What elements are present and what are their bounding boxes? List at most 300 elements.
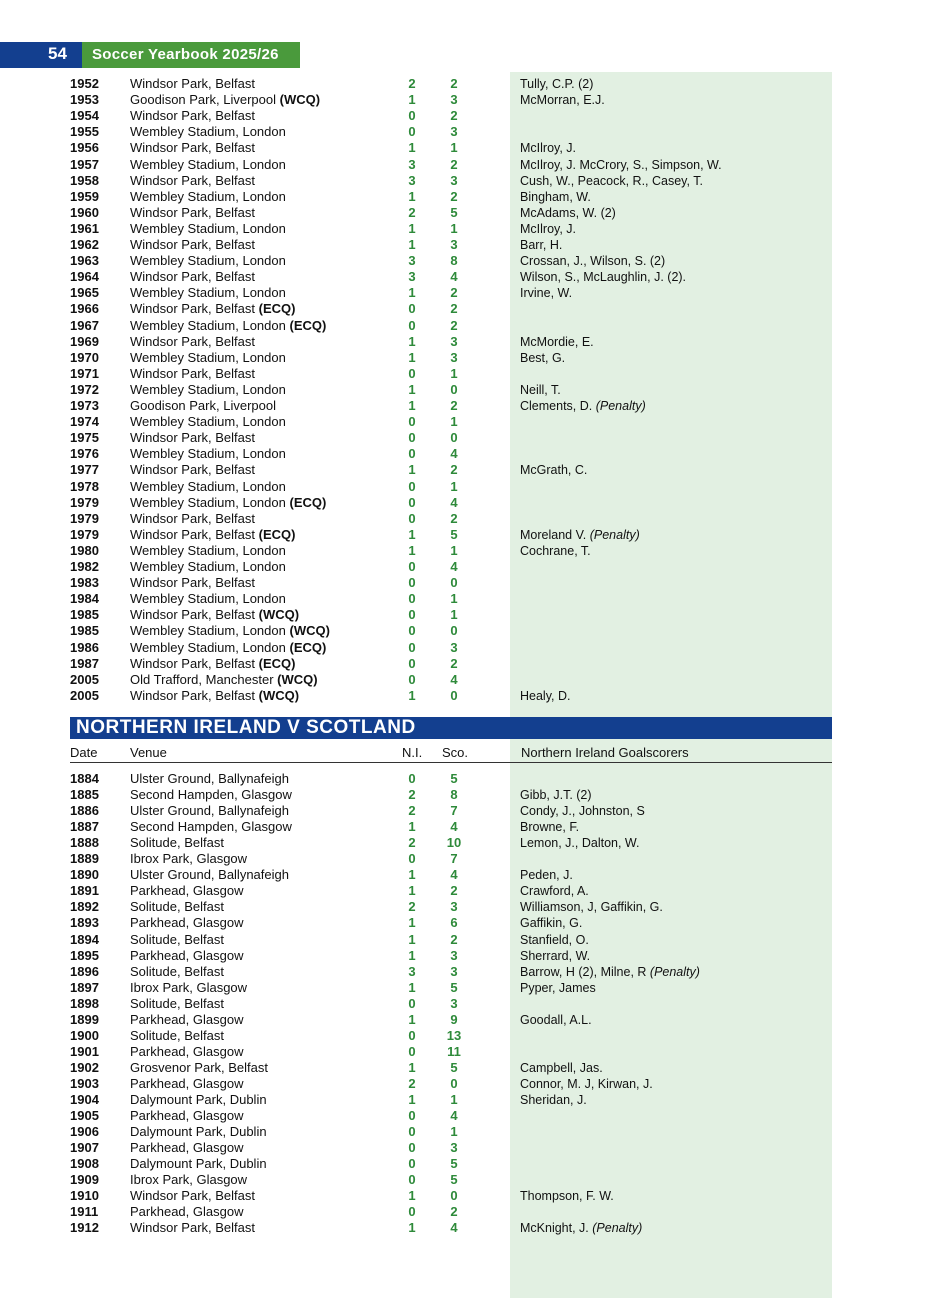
match-year: 1979 <box>70 494 99 510</box>
ni-score: 1 <box>408 285 416 301</box>
ni-score: 1 <box>408 819 416 835</box>
venue-name: Wembley Stadium, London <box>130 317 286 333</box>
ni-score: 1 <box>408 1092 416 1107</box>
goalscorers <box>520 915 582 931</box>
scorer-names: Bingham, W. <box>520 189 591 204</box>
scorer-names: Neill, T. <box>520 382 561 397</box>
result-row <box>0 382 933 398</box>
match-year: 1974 <box>70 414 99 430</box>
ni-score: 1 <box>408 979 416 995</box>
match-year: 1963 <box>70 253 99 269</box>
venue-name: Goodison Park, Liverpool <box>130 92 276 108</box>
column-header-venue: Venue <box>130 745 167 760</box>
scorer-names: Stanfield, O. <box>520 932 589 947</box>
ni-score: 0 <box>408 559 416 574</box>
venue-name: Windsor Park, Belfast <box>130 204 255 220</box>
ni-score: 0 <box>408 639 416 655</box>
ni-score: 3 <box>408 172 416 188</box>
goalscorers <box>520 189 591 205</box>
scorer-names: Tully, C.P. (2) <box>520 77 594 91</box>
result-row <box>0 851 933 867</box>
goalscorers <box>520 382 561 398</box>
ni-score: 0 <box>408 671 416 687</box>
ni-score: 1 <box>408 398 416 413</box>
penalty-note: (Penalty) <box>592 1221 643 1236</box>
opponent-score: 8 <box>450 253 458 269</box>
goalscorers <box>520 899 663 915</box>
venue-name: Parkhead, Glasgow <box>130 915 244 931</box>
match-year: 1962 <box>70 237 99 252</box>
opponent-score: 4 <box>450 446 458 462</box>
ni-score: 1 <box>408 526 416 542</box>
match-venue <box>130 318 326 334</box>
venue-name: Windsor Park, Belfast <box>130 172 255 188</box>
match-venue <box>130 640 326 656</box>
ni-score: 1 <box>408 1188 416 1204</box>
match-venue <box>130 140 255 156</box>
match-venue <box>130 334 255 350</box>
result-row <box>0 964 933 980</box>
opponent-score: 1 <box>450 607 458 623</box>
result-row <box>0 1044 933 1060</box>
result-row <box>0 980 933 996</box>
venue-name: Wembley Stadium, London <box>130 446 286 462</box>
venue-name: Parkhead, Glasgow <box>130 1075 244 1091</box>
result-row <box>0 221 933 237</box>
scorer-names: Healy, D. <box>520 688 571 703</box>
match-year: 1888 <box>70 835 99 851</box>
venue-name: Windsor Park, Belfast <box>130 237 255 252</box>
venue-name: Windsor Park, Belfast <box>130 140 255 156</box>
match-year: 1955 <box>70 124 99 140</box>
ni-score: 0 <box>408 1043 416 1059</box>
venue-name: Ulster Ground, Ballynafeigh <box>130 803 289 819</box>
match-venue <box>130 479 286 495</box>
scorer-names: Wilson, S., McLaughlin, J. (2). <box>520 270 687 285</box>
opponent-score: 3 <box>450 1140 458 1156</box>
opponent-score: 5 <box>450 771 458 786</box>
ni-score: 2 <box>408 899 416 915</box>
match-year: 1901 <box>70 1043 99 1059</box>
opponent-score: 3 <box>450 995 458 1011</box>
ni-score: 1 <box>408 220 416 236</box>
match-venue <box>130 1108 243 1124</box>
venue-name: Windsor Park, Belfast <box>130 607 255 623</box>
result-row <box>0 173 933 189</box>
result-row <box>0 189 933 205</box>
opponent-score: 4 <box>450 819 458 835</box>
result-row <box>0 819 933 835</box>
column-header-ni: N.I. <box>402 745 423 760</box>
result-row <box>0 479 933 495</box>
scorer-names: Irvine, W. <box>520 286 573 301</box>
match-venue <box>130 803 289 819</box>
match-year: 1982 <box>70 559 99 574</box>
match-year: 1891 <box>70 883 99 899</box>
match-venue <box>130 92 320 108</box>
scorer-names: Browne, F. <box>520 820 580 835</box>
scorer-names: Williamson, J, Gaffikin, G. <box>520 900 663 915</box>
result-row <box>0 607 933 623</box>
venue-name: Solitude, Belfast <box>130 931 224 947</box>
match-venue <box>130 835 224 851</box>
match-year: 1907 <box>70 1140 99 1156</box>
ni-score: 1 <box>408 140 416 156</box>
result-row <box>0 1156 933 1172</box>
ni-score: 0 <box>408 1204 416 1220</box>
scorer-names: Thompson, F. W. <box>520 1189 614 1204</box>
result-row <box>0 414 933 430</box>
ni-score: 0 <box>408 478 416 494</box>
venue-name: Dalymount Park, Dublin <box>130 1092 267 1107</box>
match-venue <box>130 575 255 591</box>
opponent-score: 5 <box>450 204 458 220</box>
venue-name: Second Hampden, Glasgow <box>130 819 292 835</box>
match-year: 1910 <box>70 1188 99 1204</box>
goalscorers <box>520 350 565 366</box>
venue-name: Wembley Stadium, London <box>130 494 286 510</box>
opponent-score: 1 <box>450 414 458 430</box>
scorer-names: Lemon, J., Dalton, W. <box>520 836 640 851</box>
opponent-score: 13 <box>446 1027 462 1043</box>
ni-score: 3 <box>408 156 416 172</box>
scorer-names: McMordie, E. <box>520 334 594 349</box>
match-year: 1960 <box>70 204 99 220</box>
opponent-score: 1 <box>450 542 458 558</box>
result-row <box>0 318 933 334</box>
opponent-score: 0 <box>450 623 458 639</box>
scorer-names: McIlroy, J. <box>520 221 577 236</box>
result-row <box>0 495 933 511</box>
ni-score: 3 <box>408 269 416 285</box>
result-row <box>0 1076 933 1092</box>
match-year: 1985 <box>70 623 99 639</box>
match-year: 1983 <box>70 575 99 591</box>
ni-score: 2 <box>408 787 416 803</box>
goalscorers <box>520 883 589 899</box>
match-venue <box>130 851 247 867</box>
ni-score: 1 <box>408 687 416 703</box>
opponent-score: 3 <box>450 92 458 108</box>
scorer-names: McIlroy, J. McCrory, S., Simpson, W. <box>520 157 722 172</box>
opponent-score: 2 <box>450 188 458 204</box>
match-venue <box>130 124 286 140</box>
scorer-names: Goodall, A.L. <box>520 1012 592 1027</box>
column-header-date: Date <box>70 745 98 760</box>
goalscorers <box>520 1012 592 1028</box>
result-row <box>0 350 933 366</box>
opponent-score: 0 <box>450 381 458 397</box>
ni-score: 1 <box>408 1220 416 1236</box>
opponent-score: 5 <box>450 1156 458 1172</box>
result-row <box>0 1060 933 1076</box>
ni-score: 0 <box>408 771 416 786</box>
ni-score: 1 <box>408 1011 416 1027</box>
result-row <box>0 543 933 559</box>
scorer-names: Gaffikin, G. <box>520 916 583 931</box>
match-year: 1979 <box>70 526 99 542</box>
goalscorers <box>520 803 645 819</box>
venue-name: Solitude, Belfast <box>130 899 224 915</box>
venue-name: Wembley Stadium, London <box>130 220 286 236</box>
match-venue <box>130 382 286 398</box>
venue-name: Wembley Stadium, London <box>130 349 286 365</box>
goalscorers <box>520 173 703 189</box>
match-year: 1952 <box>70 76 99 91</box>
venue-name: Windsor Park, Belfast <box>130 1220 255 1236</box>
result-row <box>0 915 933 931</box>
match-venue <box>130 996 224 1012</box>
opponent-score: 1 <box>450 365 458 381</box>
venue-name: Windsor Park, Belfast <box>130 575 255 591</box>
match-year: 1977 <box>70 462 99 478</box>
goalscorers <box>520 237 562 253</box>
result-row <box>0 1108 933 1124</box>
match-venue <box>130 495 326 511</box>
goalscorers <box>520 253 665 269</box>
match-venue <box>130 301 295 317</box>
opponent-score: 9 <box>450 1011 458 1027</box>
opponent-score: 2 <box>450 301 458 317</box>
ni-score: 0 <box>408 414 416 430</box>
match-venue <box>130 1012 243 1028</box>
match-year: 1976 <box>70 446 99 462</box>
scorer-names: Cochrane, T. <box>520 543 591 558</box>
result-row <box>0 771 933 787</box>
ni-score: 0 <box>408 623 416 639</box>
opponent-score: 7 <box>450 803 458 819</box>
ni-score: 1 <box>408 542 416 558</box>
venue-name: Wembley Stadium, London <box>130 623 286 639</box>
opponent-score: 11 <box>447 1043 461 1059</box>
match-venue <box>130 205 255 221</box>
match-venue <box>130 221 286 237</box>
match-venue <box>130 189 286 205</box>
match-venue <box>130 1172 247 1188</box>
match-year: 1902 <box>70 1059 99 1075</box>
match-year: 1979 <box>70 510 99 526</box>
match-year: 1885 <box>70 787 99 803</box>
competition-tag: (WCQ) <box>289 623 330 639</box>
page-number: 54 <box>48 44 67 63</box>
match-year: 1886 <box>70 803 99 819</box>
opponent-score: 5 <box>450 1172 458 1188</box>
result-row <box>0 462 933 478</box>
goalscorers <box>520 398 646 414</box>
competition-tag: (ECQ) <box>258 526 296 542</box>
result-row <box>0 253 933 269</box>
scorer-names: Peden, J. <box>520 868 573 883</box>
ni-score: 0 <box>408 365 416 381</box>
goalscorers <box>520 964 700 980</box>
venue-name: Wembley Stadium, London <box>130 253 286 269</box>
goalscorers <box>520 688 570 704</box>
venue-name: Grosvenor Park, Belfast <box>130 1059 268 1075</box>
opponent-score: 1 <box>450 1124 458 1140</box>
match-venue <box>130 1076 243 1092</box>
ni-score: 0 <box>408 851 416 867</box>
ni-score: 2 <box>408 835 416 851</box>
match-venue <box>130 559 286 575</box>
opponent-score: 3 <box>450 349 458 365</box>
match-venue <box>130 1044 243 1060</box>
match-year: 1957 <box>70 156 99 172</box>
scorer-names: McMorran, E.J. <box>520 93 605 108</box>
match-year: 1961 <box>70 220 99 236</box>
match-year: 1906 <box>70 1124 99 1140</box>
result-row <box>0 787 933 803</box>
ni-score: 0 <box>408 430 416 446</box>
column-header-scorers: Northern Ireland Goalscorers <box>521 745 689 760</box>
venue-name: Windsor Park, Belfast <box>130 687 255 703</box>
opponent-score: 4 <box>450 671 458 687</box>
match-venue <box>130 446 286 462</box>
scorer-names: McIlroy, J. <box>520 141 577 156</box>
venue-name: Windsor Park, Belfast <box>130 655 255 671</box>
result-row <box>0 883 933 899</box>
goalscorers <box>520 221 576 237</box>
competition-tag: (WCQ) <box>258 687 300 703</box>
ni-score: 1 <box>408 915 416 931</box>
match-venue <box>130 366 255 382</box>
result-row <box>0 688 933 704</box>
goalscorers <box>520 1076 653 1092</box>
match-venue <box>130 108 255 124</box>
goalscorers <box>520 932 589 948</box>
opponent-score: 5 <box>450 526 458 542</box>
venue-name: Windsor Park, Belfast <box>130 269 255 285</box>
match-venue <box>130 915 243 931</box>
ni-score: 1 <box>408 333 416 349</box>
opponent-score: 2 <box>450 510 458 526</box>
venue-name: Wembley Stadium, London <box>130 591 286 607</box>
ni-score: 1 <box>408 867 416 883</box>
opponent-score: 3 <box>450 237 458 252</box>
result-row <box>0 527 933 543</box>
match-year: 1964 <box>70 269 99 285</box>
scorer-names: Campbell, Jas. <box>520 1060 603 1075</box>
page-number-tab <box>0 42 82 68</box>
match-venue <box>130 350 286 366</box>
competition-tag: (ECQ) <box>258 301 296 317</box>
match-venue <box>130 980 247 996</box>
venue-name: Windsor Park, Belfast <box>130 430 255 446</box>
opponent-score: 4 <box>450 559 458 574</box>
match-year: 1986 <box>70 639 99 655</box>
goalscorers <box>520 543 591 559</box>
competition-tag: (WCQ) <box>258 607 300 623</box>
header-divider <box>70 762 832 763</box>
match-venue <box>130 398 276 414</box>
venue-name: Parkhead, Glasgow <box>130 947 244 963</box>
ni-score: 1 <box>408 381 416 397</box>
opponent-score: 1 <box>450 591 458 607</box>
column-header-sco: Sco. <box>442 745 469 760</box>
venue-name: Windsor Park, Belfast <box>130 76 255 91</box>
opponent-score: 3 <box>450 947 458 963</box>
match-venue <box>130 462 255 478</box>
opponent-score: 4 <box>450 269 458 285</box>
scorer-names: McKnight, J. <box>520 1221 589 1236</box>
ni-score: 0 <box>408 124 416 140</box>
ni-score: 3 <box>408 963 416 979</box>
venue-name: Windsor Park, Belfast <box>130 301 255 317</box>
match-year: 1970 <box>70 349 99 365</box>
venue-name: Wembley Stadium, London <box>130 542 286 558</box>
match-year: 1892 <box>70 899 99 915</box>
match-year: 1904 <box>70 1092 99 1107</box>
venue-name: Goodison Park, Liverpool <box>130 398 276 413</box>
venue-name: Windsor Park, Belfast <box>130 526 255 542</box>
opponent-score: 8 <box>450 787 458 803</box>
opponent-score: 5 <box>450 979 458 995</box>
match-venue <box>130 285 286 301</box>
goalscorers <box>520 140 576 156</box>
scorer-names: McAdams, W. (2) <box>520 205 616 220</box>
competition-tag: (ECQ) <box>289 494 327 510</box>
result-row <box>0 1092 933 1108</box>
result-row <box>0 366 933 382</box>
match-venue <box>130 787 292 803</box>
match-year: 1973 <box>70 398 99 413</box>
scorer-names: Connor, M. J, Kirwan, J. <box>520 1076 653 1091</box>
venue-name: Second Hampden, Glasgow <box>130 787 292 803</box>
result-row <box>0 867 933 883</box>
match-year: 1959 <box>70 188 99 204</box>
ni-score: 2 <box>408 1075 416 1091</box>
opponent-score: 3 <box>450 333 458 349</box>
match-year: 1954 <box>70 108 99 124</box>
opponent-score: 2 <box>450 655 458 671</box>
venue-name: Parkhead, Glasgow <box>130 1204 244 1220</box>
match-venue <box>130 591 286 607</box>
match-year: 1984 <box>70 591 99 607</box>
result-row <box>0 124 933 140</box>
goalscorers <box>520 157 722 173</box>
venue-name: Solitude, Belfast <box>130 995 224 1011</box>
venue-name: Wembley Stadium, London <box>130 559 286 574</box>
goalscorers <box>520 1092 587 1108</box>
opponent-score: 2 <box>450 108 458 124</box>
ni-score: 0 <box>408 510 416 526</box>
scorer-names: Cush, W., Peacock, R., Casey, T. <box>520 173 703 188</box>
venue-name: Parkhead, Glasgow <box>130 1108 244 1124</box>
goalscorers <box>520 527 640 543</box>
opponent-score: 6 <box>450 915 458 931</box>
goalscorers <box>520 92 605 108</box>
goalscorers <box>520 205 616 221</box>
opponent-score: 1 <box>450 478 458 494</box>
match-venue <box>130 688 299 704</box>
opponent-score: 0 <box>450 687 458 703</box>
match-year: 1895 <box>70 947 99 963</box>
result-row <box>0 996 933 1012</box>
match-year: 1967 <box>70 317 99 333</box>
match-venue <box>130 948 243 964</box>
match-year: 1972 <box>70 381 99 397</box>
match-year: 1987 <box>70 655 99 671</box>
venue-name: Ibrox Park, Glasgow <box>130 979 248 995</box>
competition-tag: (WCQ) <box>279 92 321 108</box>
venue-name: Dalymount Park, Dublin <box>130 1156 267 1172</box>
match-year: 1909 <box>70 1172 99 1188</box>
goalscorers <box>520 334 594 350</box>
opponent-score: 7 <box>450 851 458 867</box>
ni-score: 1 <box>408 1059 416 1075</box>
match-year: 1887 <box>70 819 99 835</box>
match-year: 1903 <box>70 1075 99 1091</box>
opponent-score: 2 <box>450 931 458 947</box>
